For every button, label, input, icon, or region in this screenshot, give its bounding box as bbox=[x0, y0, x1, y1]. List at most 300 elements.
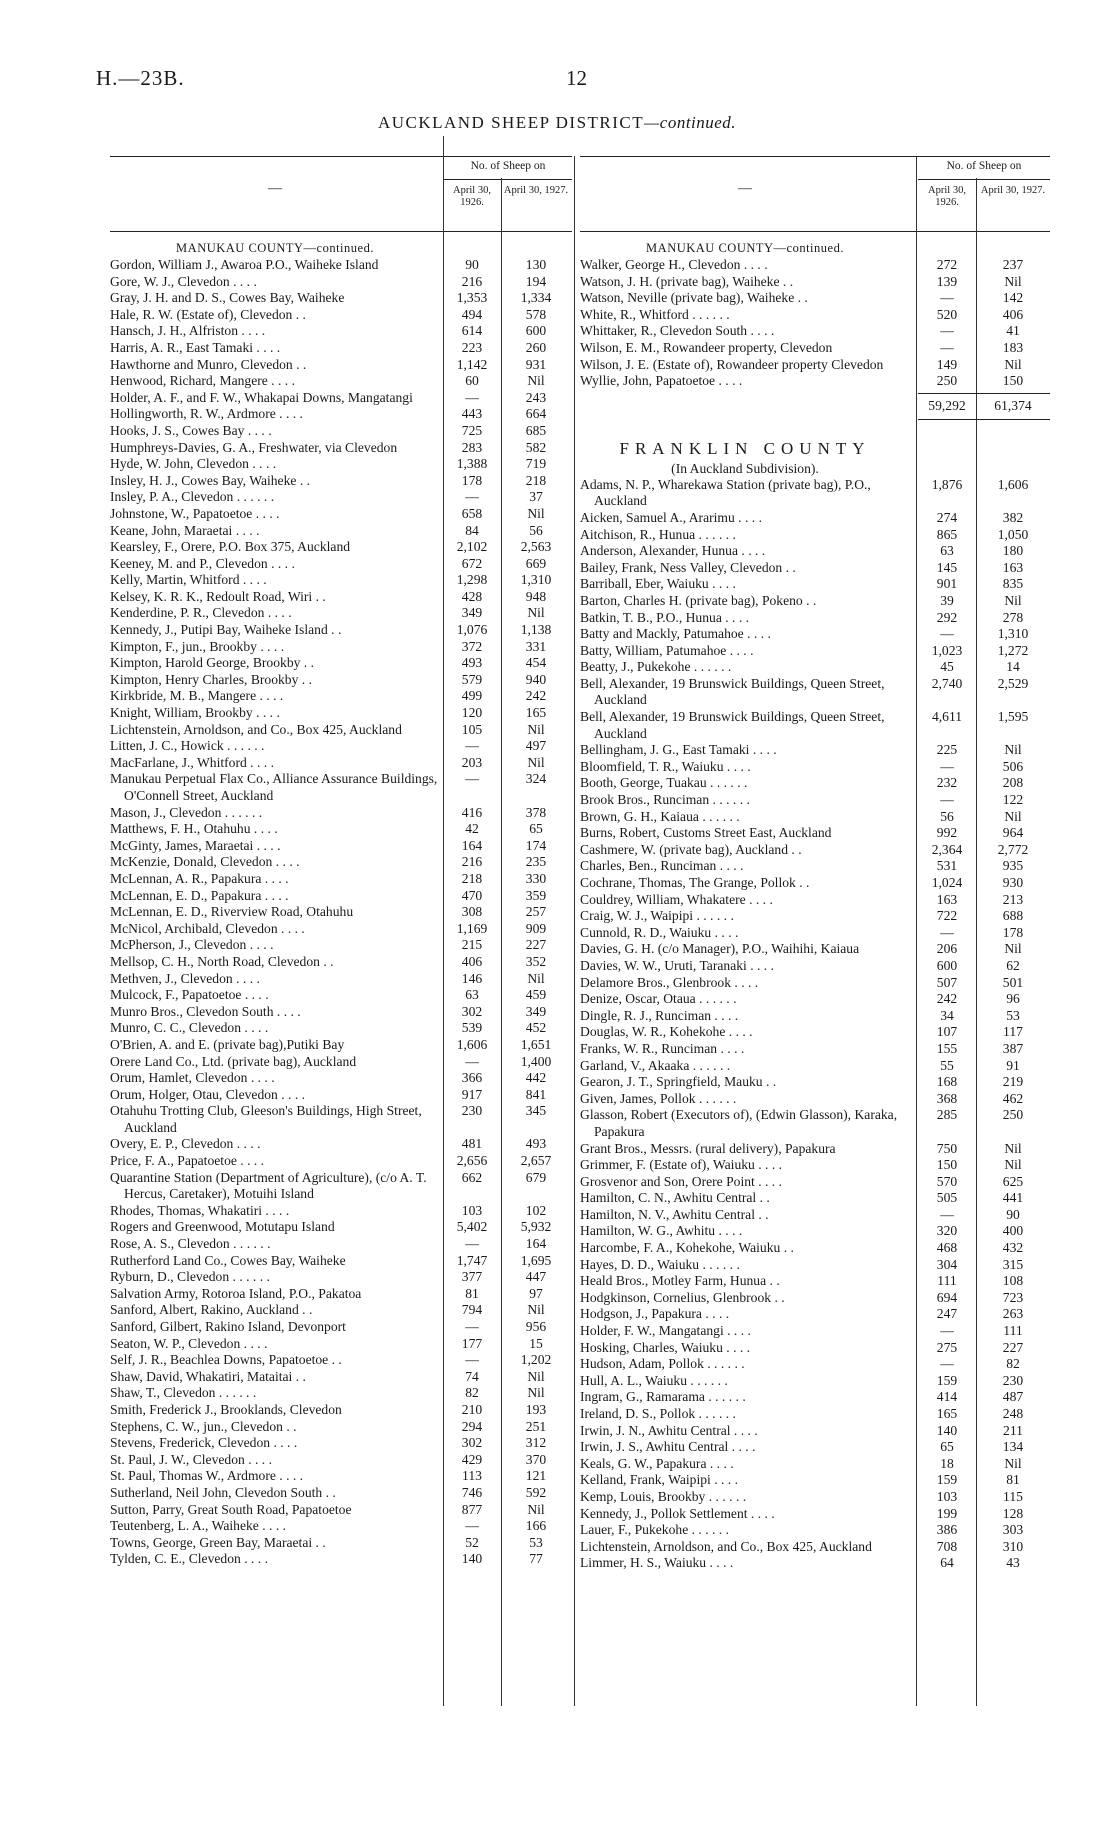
sheep-1927: 1,310 bbox=[997, 626, 1029, 642]
sheep-1927: Nil bbox=[527, 1501, 545, 1517]
sheep-1927: 1,595 bbox=[997, 709, 1029, 725]
sheep-1926: 103 bbox=[936, 1488, 958, 1504]
sheep-1927: Nil bbox=[527, 373, 545, 389]
sheep-1927: 1,695 bbox=[520, 1252, 552, 1268]
table-row bbox=[580, 742, 1050, 759]
holder-name: Rose, A. S., Clevedon . . . . . . bbox=[110, 1236, 271, 1252]
table-row bbox=[110, 290, 572, 307]
holder-name: Hawthorne and Munro, Clevedon . . bbox=[110, 356, 307, 372]
sheep-1927: 406 bbox=[1002, 306, 1024, 322]
table-row bbox=[580, 1041, 1050, 1058]
holder-name: Barton, Charles H. (private bag), Pokeno . . bbox=[580, 592, 817, 608]
sheep-1926: 140 bbox=[936, 1422, 958, 1438]
table-row bbox=[110, 871, 572, 888]
table-row bbox=[580, 1290, 1050, 1307]
sheep-1927: 81 bbox=[1006, 1472, 1020, 1488]
sheep-1926: 199 bbox=[936, 1505, 958, 1521]
sheep-1927: 948 bbox=[525, 588, 547, 604]
holder-name: Stephens, C. W., jun., Clevedon . . bbox=[110, 1418, 297, 1434]
sheep-1926: 901 bbox=[936, 576, 958, 592]
sheep-1926: 349 bbox=[461, 605, 483, 621]
sheep-1927: Nil bbox=[1004, 273, 1022, 289]
sheep-1927: 664 bbox=[525, 406, 547, 422]
holder-name: Self, J. R., Beachlea Downs, Papatoetoe . . bbox=[110, 1352, 342, 1368]
holder-name: Lichtenstein, Arnoldson, and Co., Box 425, Auckland bbox=[580, 1538, 872, 1554]
table-row bbox=[110, 722, 572, 739]
sheep-1927: 96 bbox=[1006, 991, 1020, 1007]
sheep-1926: 414 bbox=[936, 1389, 958, 1405]
sheep-1926: 283 bbox=[461, 439, 483, 455]
table-row bbox=[580, 709, 1050, 742]
holder-name: Batty and Mackly, Patumahoe . . . . bbox=[580, 626, 771, 642]
table-row bbox=[110, 440, 572, 457]
sheep-1927: Nil bbox=[527, 1302, 545, 1318]
sheep-1927: 685 bbox=[525, 422, 547, 438]
sheep-1926: 505 bbox=[936, 1190, 958, 1206]
holder-name: Barriball, Eber, Waiuku . . . . bbox=[580, 576, 736, 592]
sheep-1926: 149 bbox=[936, 356, 958, 372]
table-row bbox=[110, 1070, 572, 1087]
sheep-1927: 251 bbox=[525, 1418, 547, 1434]
sheep-1927: 956 bbox=[525, 1319, 547, 1334]
holder-name: Manukau Perpetual Flax Co., Alliance Assurance Buildings, O'Connell Street, Auckland bbox=[110, 771, 438, 803]
col-1926-header: April 30, 1926. bbox=[453, 185, 491, 208]
sheep-1927: 1,334 bbox=[520, 290, 552, 306]
table-row bbox=[110, 1535, 572, 1552]
table-row bbox=[580, 643, 1050, 660]
sheep-1927: 447 bbox=[525, 1269, 547, 1285]
table-row bbox=[110, 655, 572, 672]
holder-name: Bell, Alexander, 19 Brunswick Buildings, Queen Street, Auckland bbox=[580, 675, 885, 708]
sheep-1926: 406 bbox=[461, 953, 483, 969]
sheep-1926: 225 bbox=[936, 742, 958, 758]
left-table-header bbox=[110, 156, 572, 232]
sheep-1927: 117 bbox=[1003, 1024, 1023, 1040]
holder-name: Dingle, R. J., Runciman . . . . bbox=[580, 1007, 739, 1023]
table-row bbox=[110, 1103, 572, 1136]
sheep-1927: 211 bbox=[1003, 1422, 1023, 1438]
holder-name: Teutenberg, L. A., Waiheke . . . . bbox=[110, 1518, 287, 1534]
table-row bbox=[580, 1273, 1050, 1290]
holder-name: Walker, George H., Clevedon . . . . bbox=[580, 257, 768, 272]
sheep-1926: — bbox=[940, 339, 954, 355]
table-row bbox=[110, 1236, 572, 1253]
sheep-1926: 139 bbox=[936, 273, 958, 289]
table-row bbox=[110, 622, 572, 639]
sheep-1926: 206 bbox=[936, 941, 958, 957]
sheep-1927: 166 bbox=[525, 1518, 547, 1534]
table-row bbox=[110, 1253, 572, 1270]
sheep-1926: — bbox=[465, 771, 479, 787]
sheep-1926: 1,169 bbox=[456, 920, 488, 936]
title-suffix: —continued. bbox=[644, 113, 737, 132]
sheep-1927: Nil bbox=[1004, 941, 1022, 957]
sheep-1927: 111 bbox=[1003, 1323, 1023, 1339]
sheep-1927: 219 bbox=[1002, 1074, 1024, 1090]
report-reference: H.—23B. bbox=[96, 66, 185, 90]
table-row bbox=[110, 340, 572, 357]
sheep-1927: 310 bbox=[1002, 1538, 1024, 1554]
table-row bbox=[110, 1369, 572, 1386]
holder-name: McNicol, Archibald, Clevedon . . . . bbox=[110, 920, 305, 936]
sheep-1927: 387 bbox=[1002, 1040, 1024, 1056]
sheep-1926: 2,364 bbox=[931, 841, 963, 857]
sheep-1926: 672 bbox=[461, 555, 483, 571]
sheep-1927: 53 bbox=[529, 1534, 543, 1550]
sheep-1926: 468 bbox=[936, 1240, 958, 1256]
table-row bbox=[580, 941, 1050, 958]
sheep-1926: 82 bbox=[465, 1385, 479, 1401]
table-row bbox=[580, 323, 1050, 340]
holder-name: Franks, W. R., Runciman . . . . bbox=[580, 1040, 745, 1056]
holder-name: Kimpton, Harold George, Brookby . . bbox=[110, 655, 315, 671]
sheep-1926: 794 bbox=[461, 1302, 483, 1318]
table-row bbox=[580, 1174, 1050, 1191]
table-row bbox=[110, 357, 572, 374]
sheep-1926: 302 bbox=[461, 1435, 483, 1451]
sheep-1927: 2,772 bbox=[997, 841, 1029, 857]
holder-name: Craig, W. J., Waipipi . . . . . . bbox=[580, 908, 734, 924]
table-row bbox=[110, 1336, 572, 1353]
col-1926-header: April 30, 1926. bbox=[928, 185, 966, 208]
table-row bbox=[580, 610, 1050, 627]
table-row bbox=[580, 560, 1050, 577]
sheep-1927: 497 bbox=[525, 738, 547, 754]
sheep-1927: 400 bbox=[1002, 1223, 1024, 1239]
table-row bbox=[110, 987, 572, 1004]
page-number: 12 bbox=[566, 66, 587, 90]
section-heading: MANUKAU COUNTY—continued. bbox=[646, 241, 844, 255]
holder-name: Davies, G. H. (c/o Manager), P.O., Waihihi, Kaiaua bbox=[580, 941, 860, 957]
table-row bbox=[580, 1439, 1050, 1456]
sheep-1926: — bbox=[465, 389, 479, 405]
sheep-1927: 359 bbox=[525, 887, 547, 903]
sheep-1926: 470 bbox=[461, 887, 483, 903]
holder-name: Delamore Bros., Glenbrook . . . . bbox=[580, 974, 759, 990]
sheep-1926: 531 bbox=[936, 858, 958, 874]
sheep-1926: 429 bbox=[461, 1451, 483, 1467]
holder-name: Ingram, G., Ramarama . . . . . . bbox=[580, 1389, 746, 1405]
sheep-1926: 272 bbox=[936, 257, 958, 272]
sheep-1927: 493 bbox=[525, 1136, 547, 1152]
sheep-1927: 487 bbox=[1002, 1389, 1024, 1405]
sheep-1926: 178 bbox=[461, 472, 483, 488]
holder-name: Mellsop, C. H., North Road, Clevedon . . bbox=[110, 953, 334, 969]
table-row bbox=[580, 1340, 1050, 1357]
sheep-1926: 1,747 bbox=[456, 1252, 488, 1268]
sheep-1926: 230 bbox=[461, 1103, 483, 1119]
sheep-1926: 34 bbox=[940, 1007, 954, 1023]
holder-name: Kelland, Frank, Waipipi . . . . bbox=[580, 1472, 738, 1488]
holder-name: Irwin, J. N., Awhitu Central . . . . bbox=[580, 1422, 758, 1438]
holder-name: Irwin, J. S., Awhitu Central . . . . bbox=[580, 1439, 756, 1455]
sheep-1926: 111 bbox=[937, 1273, 957, 1289]
sheep-1927: 600 bbox=[525, 323, 547, 339]
holder-name: Cashmere, W. (private bag), Auckland . . bbox=[580, 841, 802, 857]
sheep-1927: Nil bbox=[527, 970, 545, 986]
sheep-1927: Nil bbox=[527, 505, 545, 521]
holder-name: Smith, Frederick J., Brooklands, Clevedon bbox=[110, 1401, 342, 1417]
sheep-1926: 216 bbox=[461, 273, 483, 289]
table-row bbox=[580, 659, 1050, 676]
holder-name: Hamilton, W. G., Awhitu . . . . bbox=[580, 1223, 743, 1239]
sheep-1927: 312 bbox=[525, 1435, 547, 1451]
holder-name: McPherson, J., Clevedon . . . . bbox=[110, 937, 274, 953]
sheep-1927: 452 bbox=[525, 1020, 547, 1036]
sheep-1926: 218 bbox=[461, 870, 483, 886]
table-row bbox=[580, 576, 1050, 593]
sheep-1926: 302 bbox=[461, 1003, 483, 1019]
sheep-1926: 520 bbox=[936, 306, 958, 322]
sheep-1927: 115 bbox=[1003, 1488, 1023, 1504]
sheep-1926: 164 bbox=[461, 837, 483, 853]
holder-name: Garland, V., Akaaka . . . . . . bbox=[580, 1057, 731, 1073]
table-row bbox=[580, 676, 1050, 709]
sheep-1926: 45 bbox=[940, 659, 954, 675]
sheep-1926: 1,876 bbox=[931, 476, 963, 492]
table-row bbox=[580, 626, 1050, 643]
sheep-1927: 2,657 bbox=[520, 1153, 552, 1169]
holder-name: Glasson, Robert (Executors of), (Edwin Glasson), Karaka, Papakura bbox=[580, 1107, 898, 1139]
sheep-1927: 582 bbox=[525, 439, 547, 455]
right-rows bbox=[580, 257, 1050, 390]
sheep-1927: Nil bbox=[1004, 1157, 1022, 1173]
holder-name: Sutton, Parry, Great South Road, Papatoetoe bbox=[110, 1501, 352, 1517]
table-row bbox=[580, 290, 1050, 307]
sheep-1926: 1,388 bbox=[456, 456, 488, 472]
sheep-1927: 1,310 bbox=[520, 572, 552, 588]
table-row bbox=[110, 904, 572, 921]
sheep-1926: 39 bbox=[940, 592, 954, 608]
total-rule bbox=[918, 393, 1050, 394]
holder-name: Watson, J. H. (private bag), Waiheke . . bbox=[580, 273, 794, 289]
sheep-1927: 263 bbox=[1002, 1306, 1024, 1322]
table-row bbox=[110, 821, 572, 838]
sheep-1927: 77 bbox=[529, 1551, 543, 1567]
table-row bbox=[110, 373, 572, 390]
holder-name: Keeney, M. and P., Clevedon . . . . bbox=[110, 555, 295, 571]
table-row bbox=[580, 1423, 1050, 1440]
holder-name: Aicken, Samuel A., Ararimu . . . . bbox=[580, 509, 762, 525]
table-row bbox=[110, 1020, 572, 1037]
sheep-1926: 275 bbox=[936, 1339, 958, 1355]
sheep-1927: 213 bbox=[1002, 891, 1024, 907]
name-column-header: — bbox=[738, 181, 752, 196]
holder-name: Burns, Robert, Customs Street East, Auckland bbox=[580, 825, 832, 841]
sheep-1926: 725 bbox=[461, 422, 483, 438]
holder-name: Hyde, W. John, Clevedon . . . . bbox=[110, 456, 277, 472]
holder-name: Overy, E. P., Clevedon . . . . bbox=[110, 1136, 261, 1152]
table-row bbox=[580, 1058, 1050, 1075]
sheep-1927: 352 bbox=[525, 953, 547, 969]
sheep-1927: Nil bbox=[527, 605, 545, 621]
table-row bbox=[110, 489, 572, 506]
sheep-1927: 370 bbox=[525, 1451, 547, 1467]
holder-name: Hodgson, J., Papakura . . . . bbox=[580, 1306, 730, 1322]
table-row bbox=[580, 1223, 1050, 1240]
sheep-1927: 935 bbox=[1002, 858, 1024, 874]
sheep-1926: 210 bbox=[461, 1401, 483, 1417]
table-row bbox=[110, 1419, 572, 1436]
sheep-1926: 658 bbox=[461, 505, 483, 521]
holder-name: Gray, J. H. and D. S., Cowes Bay, Waiheke bbox=[110, 290, 345, 306]
holder-name: Hollingworth, R. W., Ardmore . . . . bbox=[110, 406, 303, 422]
table-row bbox=[110, 556, 572, 573]
sheep-1926: — bbox=[940, 792, 954, 808]
holder-name: MacFarlane, J., Whitford . . . . bbox=[110, 754, 274, 770]
table-row bbox=[110, 738, 572, 755]
holder-name: Davies, W. W., Uruti, Taranaki . . . . bbox=[580, 957, 774, 973]
table-row bbox=[580, 1539, 1050, 1556]
sheep-1926: — bbox=[465, 489, 479, 505]
total-1926: 59,292 bbox=[928, 397, 966, 413]
holder-name: Hodgkinson, Cornelius, Glenbrook . . bbox=[580, 1289, 785, 1305]
table-row bbox=[110, 639, 572, 656]
holder-name: Mason, J., Clevedon . . . . . . bbox=[110, 804, 263, 820]
header-rule bbox=[918, 179, 1050, 180]
sheep-1926: 84 bbox=[465, 522, 479, 538]
table-row bbox=[580, 1406, 1050, 1423]
sheep-1927: 459 bbox=[525, 987, 547, 1003]
sheep-1927: 218 bbox=[525, 472, 547, 488]
holder-name: Hooks, J. S., Cowes Bay . . . . bbox=[110, 422, 272, 438]
sheep-1927: 930 bbox=[1002, 875, 1024, 890]
sheep-1926: 1,606 bbox=[456, 1036, 488, 1052]
holder-name: Otahuhu Trotting Club, Gleeson's Buildings, High Street, Auckland bbox=[110, 1103, 422, 1135]
holder-name: Rhodes, Thomas, Whakatiri . . . . bbox=[110, 1202, 290, 1218]
sheep-1927: 835 bbox=[1002, 576, 1024, 592]
table-row bbox=[580, 340, 1050, 357]
sheep-1926: 146 bbox=[461, 970, 483, 986]
table-row bbox=[580, 1522, 1050, 1539]
table-row bbox=[580, 1472, 1050, 1489]
table-row bbox=[110, 937, 572, 954]
sheep-1926: 320 bbox=[936, 1223, 958, 1239]
sheep-1927: 315 bbox=[1002, 1256, 1024, 1272]
sheep-1927: 174 bbox=[525, 837, 547, 853]
holder-name: Stevens, Frederick, Clevedon . . . . bbox=[110, 1435, 298, 1451]
table-row bbox=[110, 1502, 572, 1519]
holder-name: Grosvenor and Son, Orere Point . . . . bbox=[580, 1173, 782, 1189]
holder-name: Mulcock, F., Papatoetoe . . . . bbox=[110, 987, 269, 1003]
sheep-1927: 208 bbox=[1002, 775, 1024, 791]
sheep-1926: 18 bbox=[940, 1455, 954, 1471]
holder-name: Price, F. A., Papatoetoe . . . . bbox=[110, 1153, 265, 1169]
table-row bbox=[110, 1004, 572, 1021]
sheep-count-header: No. of Sheep on bbox=[470, 160, 546, 172]
table-row bbox=[110, 838, 572, 855]
sheep-1927: 349 bbox=[525, 1003, 547, 1019]
holder-name: Kelly, Martin, Whitford . . . . bbox=[110, 572, 267, 588]
sheep-1926: 2,102 bbox=[456, 539, 488, 555]
right-rows-franklin bbox=[580, 477, 1050, 1572]
left-table bbox=[110, 156, 572, 1568]
holder-name: Couldrey, William, Whakatere . . . . bbox=[580, 891, 773, 907]
sheep-1926: 2,656 bbox=[456, 1153, 488, 1169]
table-row bbox=[580, 975, 1050, 992]
table-row bbox=[580, 1373, 1050, 1390]
sheep-1926: 494 bbox=[461, 306, 483, 322]
sheep-1926: — bbox=[465, 1518, 479, 1534]
holder-name: McKenzie, Donald, Clevedon . . . . bbox=[110, 854, 300, 870]
sheep-1927: 163 bbox=[1002, 559, 1024, 575]
name-column-header: — bbox=[268, 181, 282, 196]
sheep-1926: 294 bbox=[461, 1418, 483, 1434]
table-row bbox=[110, 1385, 572, 1402]
holder-name: Orere Land Co., Ltd. (private bag), Auckland bbox=[110, 1053, 357, 1069]
sheep-1926: 1,298 bbox=[456, 572, 488, 588]
sheep-1926: 428 bbox=[461, 588, 483, 604]
sheep-1926: 443 bbox=[461, 406, 483, 422]
table-row bbox=[580, 373, 1050, 390]
sheep-1926: 416 bbox=[461, 804, 483, 820]
table-row bbox=[580, 477, 1050, 510]
holder-name: Keane, John, Maraetai . . . . bbox=[110, 522, 260, 538]
table-row bbox=[580, 1107, 1050, 1140]
sheep-1927: 128 bbox=[1002, 1505, 1024, 1521]
sheep-1927: 723 bbox=[1002, 1289, 1024, 1305]
header-rule bbox=[444, 179, 572, 180]
holder-name: Harcombe, F. A., Kohekohe, Waiuku . . bbox=[580, 1240, 794, 1256]
sheep-1926: — bbox=[940, 1323, 954, 1339]
sheep-1927: Nil bbox=[1004, 356, 1022, 372]
table-row bbox=[580, 1074, 1050, 1091]
sheep-1926: 493 bbox=[461, 655, 483, 671]
table-row bbox=[110, 307, 572, 324]
table-row bbox=[580, 1190, 1050, 1207]
sheep-1926: 708 bbox=[936, 1538, 958, 1554]
holder-name: Hayes, D. D., Waiuku . . . . . . bbox=[580, 1256, 740, 1272]
sheep-1926: — bbox=[940, 626, 954, 642]
sheep-1927: 2,563 bbox=[520, 539, 552, 555]
table-row bbox=[580, 1506, 1050, 1523]
sheep-1927: 625 bbox=[1002, 1173, 1024, 1189]
table-row bbox=[110, 1136, 572, 1153]
holder-name: Kirkbride, M. B., Mangere . . . . bbox=[110, 688, 284, 704]
table-row bbox=[110, 1402, 572, 1419]
sheep-1926: 274 bbox=[936, 509, 958, 525]
holder-name: Charles, Ben., Runciman . . . . bbox=[580, 858, 744, 874]
sheep-1927: Nil bbox=[1004, 742, 1022, 758]
table-row bbox=[110, 921, 572, 938]
table-row bbox=[110, 755, 572, 772]
sheep-1926: 120 bbox=[461, 705, 483, 721]
table-row bbox=[110, 771, 572, 804]
sheep-1926: 368 bbox=[936, 1090, 958, 1106]
holder-name: McGinty, James, Maraetai . . . . bbox=[110, 837, 281, 853]
table-row bbox=[110, 274, 572, 291]
holder-name: Wilson, J. E. (Estate of), Rowandeer property Clevedon bbox=[580, 356, 884, 372]
sheep-1926: 140 bbox=[461, 1551, 483, 1567]
section-heading: MANUKAU COUNTY—continued. bbox=[176, 241, 374, 255]
sheep-1926: 539 bbox=[461, 1020, 483, 1036]
title-text: AUCKLAND SHEEP DISTRICT bbox=[377, 113, 645, 132]
sheep-1926: 145 bbox=[936, 559, 958, 575]
sheep-1926: 600 bbox=[936, 957, 958, 973]
table-row bbox=[580, 510, 1050, 527]
sheep-1926: 165 bbox=[936, 1406, 958, 1421]
sheep-1926: 5,402 bbox=[456, 1219, 488, 1235]
sheep-1927: 441 bbox=[1002, 1190, 1024, 1206]
sheep-1927: 237 bbox=[1002, 257, 1024, 272]
sheep-1926: 56 bbox=[940, 808, 954, 824]
sheep-1926: 168 bbox=[936, 1074, 958, 1090]
sheep-1926: — bbox=[940, 924, 954, 940]
holder-name: Litten, J. C., Howick . . . . . . bbox=[110, 738, 265, 754]
sheep-1926: 292 bbox=[936, 609, 958, 625]
sheep-1926: 481 bbox=[461, 1136, 483, 1152]
sheep-1926: 366 bbox=[461, 1070, 483, 1086]
